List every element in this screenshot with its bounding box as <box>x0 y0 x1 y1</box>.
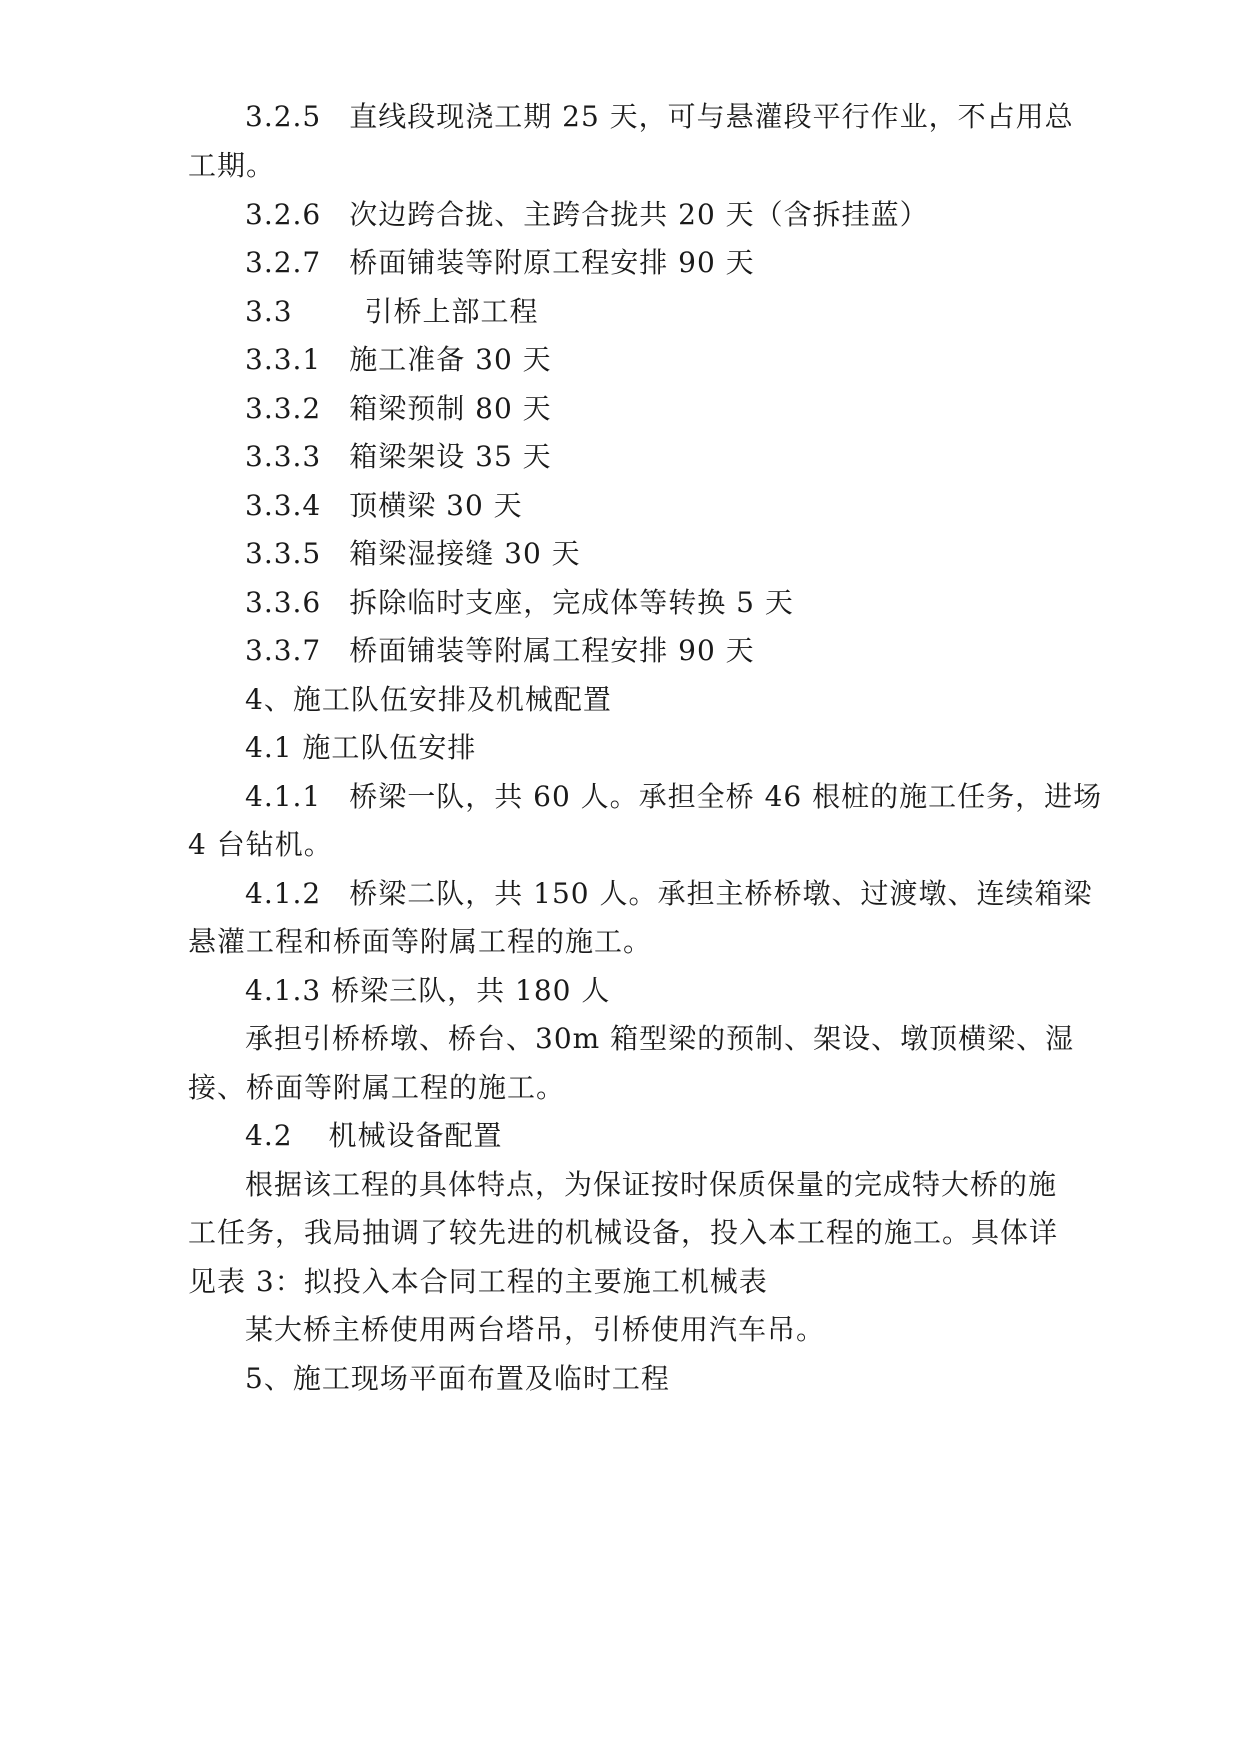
paragraph-text: 桥面铺装等附原工程安排 90 天 <box>349 246 755 279</box>
heading-text: 5、施工现场平面布置及临时工程 <box>245 1362 670 1395</box>
paragraph-3-3-7 <box>245 631 755 671</box>
paragraph-3-3-6 <box>245 583 794 623</box>
paragraph-text: 工期。 <box>188 149 276 182</box>
heading-text: 引桥上部工程 <box>364 295 539 328</box>
paragraph-text: 箱梁架设 35 天 <box>349 440 552 473</box>
paragraph-cranes <box>245 1310 825 1350</box>
paragraph-3-2-7 <box>245 243 755 283</box>
heading-4-2 <box>245 1116 503 1156</box>
section-number: 3.3.1 <box>245 343 322 376</box>
paragraph-text: 接、桥面等附属工程的施工。 <box>188 1071 566 1104</box>
paragraph-4-1-1 <box>245 777 1102 817</box>
paragraph-3-3-2 <box>245 389 552 429</box>
paragraph-text: 见表 3：拟投入本合同工程的主要施工机械表 <box>188 1265 768 1298</box>
section-number: 3.3.7 <box>245 634 322 667</box>
paragraph-3-2-5 <box>245 97 1074 137</box>
paragraph-text: 桥梁二队，共 150 人。承担主桥桥墩、过渡墩、连续箱梁 <box>349 877 1093 910</box>
section-number: 3.2.5 <box>245 100 322 133</box>
paragraph-text: 悬灌工程和桥面等附属工程的施工。 <box>188 925 653 958</box>
paragraph-text: 拆除临时支座，完成体等转换 5 天 <box>349 586 794 619</box>
paragraph-text: 根据该工程的具体特点，为保证按时保质保量的完成特大桥的施 <box>245 1168 1058 1201</box>
paragraph-text: 直线段现浇工期 25 天，可与悬灌段平行作业，不占用总 <box>349 100 1074 133</box>
section-number: 3.3.5 <box>245 537 322 570</box>
paragraph-text: 4.1.3 桥梁三队，共 180 人 <box>245 974 611 1007</box>
paragraph-text: 顶横梁 30 天 <box>349 489 523 522</box>
heading-text: 4.1 施工队伍安排 <box>245 731 477 764</box>
paragraph-text: 4 台钻机。 <box>188 828 333 861</box>
paragraph-continuation <box>188 1262 768 1302</box>
paragraph-text: 工任务，我局抽调了较先进的机械设备，投入本工程的施工。具体详 <box>188 1216 1059 1249</box>
paragraph-text: 箱梁预制 80 天 <box>349 392 552 425</box>
paragraph-continuation <box>188 825 333 865</box>
paragraph-text: 桥面铺装等附属工程安排 90 天 <box>349 634 755 667</box>
heading-text: 机械设备配置 <box>328 1119 503 1152</box>
section-number: 3.3.2 <box>245 392 322 425</box>
paragraph-4-1-2 <box>245 874 1093 914</box>
paragraph-3-3-4 <box>245 486 523 526</box>
paragraph-text: 施工准备 30 天 <box>349 343 552 376</box>
heading-4 <box>245 680 612 720</box>
section-number: 3.2.6 <box>245 198 322 231</box>
paragraph-continuation <box>188 1213 1058 1253</box>
paragraph-4-2-body <box>245 1165 1057 1205</box>
section-number: 3.3 <box>245 295 293 328</box>
heading-5 <box>245 1359 670 1399</box>
section-number: 3.2.7 <box>245 246 322 279</box>
heading-4-1 <box>245 728 476 768</box>
paragraph-4-1-3-body <box>245 1019 1074 1059</box>
paragraph-text: 次边跨合拢、主跨合拢共 20 天（含拆挂蓝） <box>349 198 929 231</box>
section-number: 3.3.4 <box>245 489 322 522</box>
heading-3-3 <box>245 292 539 332</box>
paragraph-text: 承担引桥桥墩、桥台、30m 箱型梁的预制、架设、墩顶横梁、湿 <box>245 1022 1075 1055</box>
paragraph-3-3-5 <box>245 534 581 574</box>
heading-text: 4、施工队伍安排及机械配置 <box>245 683 612 716</box>
paragraph-text: 箱梁湿接缝 30 天 <box>349 537 581 570</box>
paragraph-text: 某大桥主桥使用两台塔吊，引桥使用汽车吊。 <box>245 1313 826 1346</box>
paragraph-continuation <box>188 146 275 186</box>
paragraph-3-3-3 <box>245 437 552 477</box>
section-number: 3.3.3 <box>245 440 322 473</box>
paragraph-4-1-3 <box>245 971 610 1011</box>
paragraph-text: 桥梁一队，共 60 人。承担全桥 46 根桩的施工任务，进场 <box>349 780 1103 813</box>
section-number: 3.3.6 <box>245 586 322 619</box>
paragraph-3-3-1 <box>245 340 552 380</box>
section-number: 4.1.1 <box>245 780 322 813</box>
paragraph-3-2-6 <box>245 195 929 235</box>
section-number: 4.1.2 <box>245 877 322 910</box>
section-number: 4.2 <box>245 1119 293 1152</box>
paragraph-continuation <box>188 1068 565 1108</box>
paragraph-continuation <box>188 922 652 962</box>
